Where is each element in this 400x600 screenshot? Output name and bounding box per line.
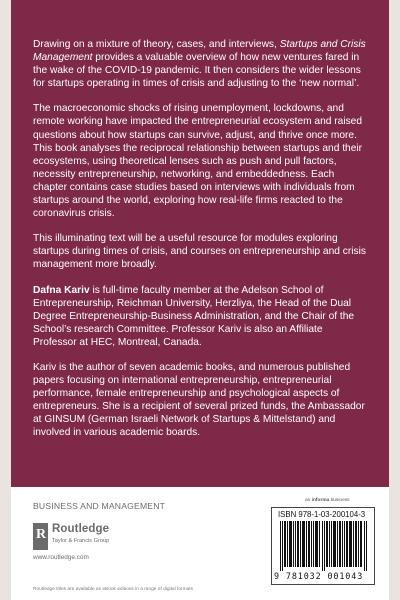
description-paragraph-3: This illuminating text will be a useful resource for modules exploring startups during times of crisis, and courses on entrepreneurship and crisis management more broadly. [33, 233, 366, 271]
author-name: Dafna Kariv [33, 284, 90, 296]
footer-panel [11, 487, 389, 600]
informa-post: business [329, 498, 350, 503]
author-bio-paragraph-1 [33, 284, 367, 349]
author-bio-1-text: is full-time faculty member at the Adelson School of Entrepreneurship, Reichman University, Herzliya, the Head of the Dual Degree Entrepreneurship-Business Administration, and the Chair of the School’s research Committee. Professor Kariv is also an Affiliate Professor at HEC, Montreal, Canada. [33, 284, 355, 348]
book-back-cover [11, 0, 389, 600]
informa-pre: an [305, 498, 312, 503]
book-title-inline: Startups and Crisis Management [33, 39, 366, 64]
routledge-logo-icon [33, 523, 48, 550]
logo-letter: R [36, 527, 47, 542]
informa-brand: informa [311, 498, 330, 503]
author-bio-paragraph-2: Kariv is the author of seven academic books, and numerous published papers focusing on international entrepreneurship, entrepreneurial performance, female entrepreneurship and psychological aspects of entrepreneurs. She is a recipient of several prized funds, the Ambassador at GINSUM (German Israeli Network of Startups & Mittelstand) and involved in various academic boards. [33, 361, 365, 439]
isbn-text: ISBN 978-1-03-200104-3 [278, 510, 366, 519]
ebook-note: Routledge titles are available as eBook editions in a range of digital formats [33, 587, 193, 592]
description-p1-pre: Drawing on a mixture of theory, cases, and interviews, [33, 39, 280, 50]
publisher-website: www.routledge.com [33, 554, 89, 561]
publisher-name: Routledge [52, 523, 110, 535]
publisher-group: Taylor & Francis Group [52, 538, 110, 544]
description-paragraph-1 [33, 38, 367, 90]
description-paragraph-2: The macroeconomic shocks of rising unemployment, lockdowns, and remote working have impacted the entrepreneurial ecosystem and raised questions about how startups can survive, adjust, and thrive once more. This book analyses the reciprocal relationship between startups and their ecosystems, using theoretical lenses such as push and pull factors, necessity entrepreneurship, networking, and embeddedness. Each chapter contains case studies based on interviews with individuals from startups around the world, exploring how real-life firms reacted to the coronavirus crisis. [33, 103, 363, 220]
description-panel [11, 0, 389, 487]
barcode-digits: 9 781032 001043 [274, 571, 364, 581]
isbn-barcode-box [271, 507, 375, 585]
description-p1-post: provides a valuable overview of how new ventures fared in the wake of the COVID-19 pandemic. It then considers the wider lessons for startups operating in times of crisis and adjusting to the ‘new normal’. [33, 52, 361, 90]
informa-tagline [305, 498, 350, 503]
barcode-icon [280, 521, 368, 571]
subject-category: BUSINESS AND MANAGEMENT [33, 501, 166, 511]
